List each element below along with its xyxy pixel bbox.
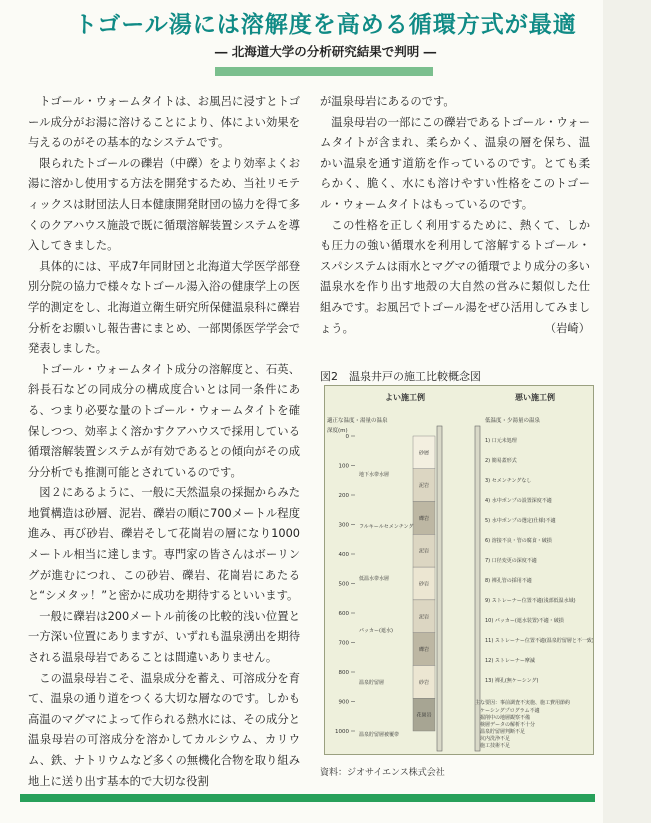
depth-tick-label: 0 — [345, 434, 349, 440]
bad-item: 2) 簡易蓋形式 — [485, 458, 517, 464]
figure-diagram — [324, 385, 594, 755]
bad-item: 9) ストレーナー位置不適(浅部低温水域) — [485, 598, 576, 604]
zone-label: フルキールセメンチング — [359, 524, 414, 530]
depth-tick-label: 200 — [338, 493, 349, 499]
paragraph — [320, 216, 590, 340]
paragraph: 温泉母岩の一部にこの礫岩であるトゴール・ウォームタイトが含まれ、柔らかく、温泉の層を保ち、温かい温泉を通す道筋を作っているのです。とても柔らかく、脆く、水にも溶けやすい性格をこのトゴール・ウォームタイトはもっているのです。 — [320, 115, 590, 211]
depth-tick-label: 800 — [338, 670, 349, 676]
paragraph: この温泉母岩こそ、温泉成分を蓄え、可溶成分を育て、温泉の通り道をつくる大切な層なのです。しかも高温のマグマによって作られる熱水には、その成分と温泉母岩の可溶成分を溶かしてカルシウム、カリウム、鉄、ナトリウムなど多くの無機化合物を取り組み地上に送り出す基本的で大切な役割 — [28, 671, 300, 788]
figure-source: 資料：ジオサイエンス株式会社 — [320, 768, 445, 778]
main-issue: 坑内洗浄不足 — [480, 736, 511, 742]
depth-tick-label: 100 — [338, 463, 349, 470]
bad-item: 1) 口元未処理 — [485, 438, 517, 444]
bad-items-list — [485, 437, 593, 684]
well-casings — [437, 426, 480, 751]
paragraph: 一般に礫岩は200メートル前後の比較的浅い位置と一方深い位置にありますが、いずれも温泉湧出を期待される温泉母岩であることは間違いありません。 — [28, 609, 300, 665]
good-example-label: よい施工例 — [385, 393, 425, 402]
zone-label: 温泉貯留層 — [359, 680, 385, 686]
bad-item: 5) 水中ポンプの選定(仕様)不適 — [485, 518, 556, 524]
paragraph: 具体的には、平成7年同財団と北海道大学医学部登別分院の協力で様々なトゴール湯入浴の健康学上の医学的測定をし、北海道立衛生研究所保健温泉科に礫岩分析をお願いし報告書にまとめ、一部関係医学学会で発表しました。 — [28, 259, 300, 356]
main-issues-title: 主な要因：事前調査不実施、施工費用節約 — [475, 700, 571, 706]
stratum-label: 砂岩 — [418, 581, 430, 588]
left-column — [28, 92, 300, 792]
depth-tick-label: 1000 — [335, 729, 349, 735]
top-note-right: 低温度・少湯量の温泉 — [485, 418, 541, 424]
stratum-label: 泥岩 — [418, 614, 430, 621]
main-issue: ケーシングプログラム不適 — [480, 708, 540, 714]
paragraph: 図２にあるように、一般に天然温泉の採掘からみた地質構造は砂層、泥岩、礫岩の順に700メートル程度進み、再び砂岩、礫岩そして花崗岩の層になり1000メートル相当に達します。専門家の皆さんはボーリングが進むにつれ、この砂岩、礫岩、花崗岩にあたると“シメタッ！”と密かに成功を期待するといいます。 — [28, 486, 300, 603]
depth-tick-label: 600 — [338, 611, 349, 617]
page-edge-strip — [603, 0, 651, 823]
depth-tick-label: 300 — [338, 522, 349, 529]
main-issue: 温泉貯留層判断不足 — [480, 729, 526, 735]
author-signature: （岩崎） — [544, 321, 590, 335]
good-well-casing — [437, 426, 442, 751]
main-issue: 掘削中の地層観察不備 — [480, 715, 531, 721]
title-underline — [215, 67, 433, 76]
top-note-left: 適正な温度・湯量の温泉 — [327, 418, 388, 424]
bad-item: 6) 溶接不良・管の腐食・破損 — [485, 538, 552, 544]
stratum-label: 砂岩 — [418, 679, 430, 686]
stratum-label: 礫岩 — [418, 515, 430, 522]
bottom-rule — [20, 794, 595, 802]
bad-item: 12) ストレーナー摩滅 — [485, 658, 535, 664]
bad-item: 4) 水中ポンプの設置深度不適 — [485, 498, 552, 504]
stratum-label: 花崗岩 — [416, 712, 432, 719]
stratum-label: 泥岩 — [418, 483, 430, 490]
well-construction-diagram — [325, 386, 593, 754]
zone-label: 低温水帯水層 — [359, 576, 390, 582]
depth-tick-label: 700 — [338, 640, 349, 647]
article-subtitle: ― 北海道大学の分析研究結果で判明 ― — [214, 44, 437, 59]
bad-item: 10) パッカー(遮水装置)不適・破損 — [485, 618, 564, 624]
depth-tick-label: 900 — [338, 699, 349, 706]
stratum-label: 砂層 — [418, 450, 430, 457]
paragraph: トゴール・ウォームタイト成分の溶解度と、石英、斜長石などの同成分の構成度合いとは同一条件にある、つまり必要な量のトゴール・ウォームタイトを確保しつつ、効率よく溶かすクアハウスで採用している循環溶解装置システムが有効であるとの傾向がその成分分析でも推測可能とされているのです。 — [28, 362, 300, 479]
stratum-label: 礫岩 — [418, 647, 430, 654]
depth-tick-label: 500 — [338, 581, 349, 588]
depth-unit-label: 深度(m) — [327, 428, 348, 434]
bad-item: 3) セメンチングなし — [485, 478, 532, 484]
stratum-label: 泥岩 — [418, 548, 430, 555]
bad-item: 11) ストレーナー位置不適(温泉貯留層と不一致) — [485, 638, 593, 644]
paragraph-text: この性格を正しく利用するために、熱くて、しかも圧力の強い循環水を利用して溶解するトゴール・スパシステムは雨水とマグマの循環でより成分の多い温泉水を作り出す地殻の大自然の営みに類似した仕組みです。お風呂でトゴール湯をぜひ活用してみましょう。 — [320, 218, 590, 335]
depth-tick-label: 400 — [338, 552, 349, 558]
main-issue: 施工技術不足 — [480, 743, 511, 749]
bad-item: 8) 裸孔管の採用不適 — [485, 578, 532, 584]
bad-item: 13) 裸孔(無ケーシング) — [485, 678, 539, 684]
main-issue: 検層データの解析不十分 — [480, 722, 536, 728]
strata-column — [413, 436, 435, 731]
zone-label: 地下水帯水層 — [359, 472, 390, 478]
paragraph: が温泉母岩にあるのです。 — [320, 95, 455, 108]
main-issues-list — [480, 707, 540, 749]
zone-label: 温泉貯留層被覆帯 — [359, 732, 400, 738]
paragraph: 限られたトゴールの礫岩（中礫）をより効率よくお湯に溶かし使用する方法を開発するため、当社リモティックスは財団法人日本健康開発財団の協力を得て多くのクアハウス施設で既に循環溶解装置システムを導入してきました。 — [28, 156, 300, 253]
bad-item: 7) 口径変更の深度不適 — [485, 558, 537, 564]
paragraph: トゴール・ウォームタイトは、お風呂に浸すとトゴール成分がお湯に溶けることにより、体によい効果を与えるのがその基本的なシステムです。 — [28, 95, 300, 150]
zone-label: パッカー(遮水) — [359, 628, 393, 634]
article-title: トゴール湯には溶解度を高める循環方式が最適 — [74, 12, 577, 38]
left-zone-labels — [359, 471, 413, 738]
figure-title: 図2 温泉井戸の施工比較概念図 — [320, 370, 481, 383]
depth-axis — [335, 434, 355, 735]
right-column — [320, 92, 590, 339]
bad-example-label: 悪い施工例 — [515, 393, 555, 402]
